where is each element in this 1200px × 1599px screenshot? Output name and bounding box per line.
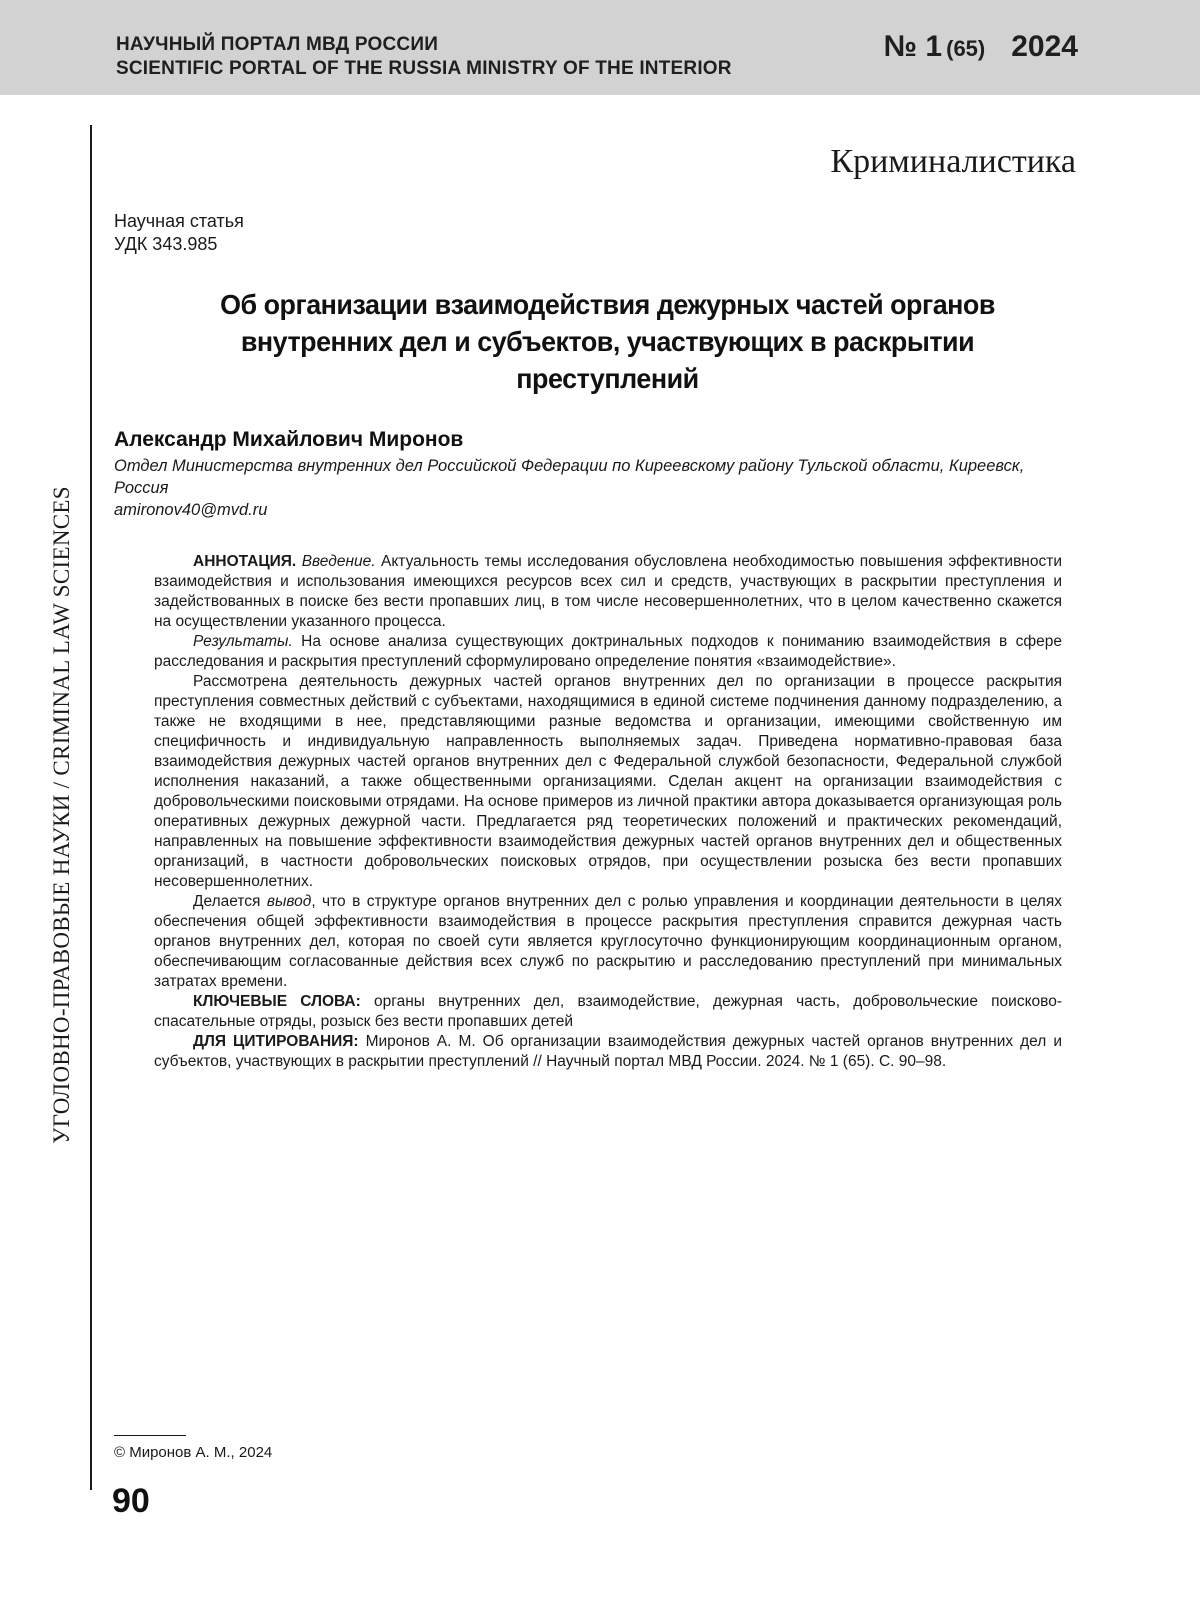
abstract-label: АННОТАЦИЯ. [193,553,296,570]
citation-text: Миронов А. М. Об организации взаимодействия дежурных частей органов внутренних дел и субъектов, участвующих в раскрытии преступлений // Научный портал МВД России. 2024. № 1 (65). С. 90–98. [154,1033,1062,1070]
conclusion-pre: Делается [193,893,267,910]
abstract [154,552,1062,1072]
issue-total-number: (65) [946,36,985,61]
intro-text: Актуальность темы исследования обусловлена необходимостью повышения эффективности взаимодействия и использования имеющихся ресурсов всех сил и средств, участвующих в раскрытии преступления и задействованных в поиске без вести пропавших лиц, в том числе несовершеннолетних, что в целом качественно скажется на осуществлении указанного процесса. [154,553,1062,630]
keywords-label: КЛЮЧЕВЫЕ СЛОВА: [193,993,361,1010]
abstract-body: Рассмотрена деятельность дежурных частей органов внутренних дел по организации в процессе раскрытия преступления совместных действий с субъектами, находящимися в единой системе подчинения данному подразделению, а также не входящими в нее, представляющими разные ведомства и организации, имеющими свойственную им специфичность и индивидуальную направленность выполняемых задач. Приведена нормативно-правовая база взаимодействия дежурных частей органов внутренних дел с Федеральной службой безопасности, Федеральной службой исполнения наказаний, а также общественными организациями. Сделан акцент на организации взаимодействия с добровольческими поисковыми отрядами. На основе примеров из личной практики автора доказывается организующая роль оперативных дежурных дежурной части. Предлагается ряд теоретических положений и практических рекомендаций, направленных на повышение эффективности взаимодействия дежурных частей органов внутренних дел и общественных организаций, в частности добровольческих поисковых отрядов, при осуществлении розыска без вести пропавших несовершеннолетних. [154,672,1062,892]
issue-number: № 1 [884,30,942,63]
conclusion-label: вывод [267,893,311,910]
author-details [114,455,1074,521]
article-meta [114,210,244,256]
copyright: © Миронов А. М., 2024 [114,1444,272,1461]
issue-year: 2024 [1011,30,1078,63]
abstract-conclusion [154,892,1062,992]
citation [154,1032,1062,1072]
citation-label: ДЛЯ ЦИТИРОВАНИЯ: [193,1033,359,1050]
results-label: Результаты. [193,633,293,650]
abstract-results [154,632,1062,672]
vertical-divider [90,125,92,1490]
keywords [154,992,1062,1032]
author-affiliation: Отдел Министерства внутренних дел Российской Федерации по Киреевскому району Тульской области, Киреевск, Россия [114,455,1074,499]
author-name: Александр Михайлович Миронов [114,428,463,452]
page-number: 90 [112,1482,150,1521]
author-email[interactable]: amironov40@mvd.ru [114,499,1074,521]
results-text: На основе анализа существующих доктринальных подходов к пониманию взаимодействия в сфере расследования и раскрытия преступлений сформулировано определение понятия «взаимодействие». [154,633,1062,670]
intro-label: Введение. [302,553,376,570]
article-title: Об организации взаимодействия дежурных частей органов внутренних дел и субъектов, участвующих в раскрытии преступлений [216,286,998,397]
rubric-vertical-label: УГОЛОВНО-ПРАВОВЫЕ НАУКИ / CRIMINAL LAW SCIENCES [49,486,75,1144]
abstract-intro [154,552,1062,632]
article-type: Научная статья [114,210,244,233]
journal-title-en: SCIENTIFIC PORTAL OF THE RUSSIA MINISTRY OF THE INTERIOR [116,58,732,80]
journal-title-ru: НАУЧНЫЙ ПОРТАЛ МВД РОССИИ [116,34,438,56]
section-title: Криминалистика [830,143,1076,181]
conclusion-text: , что в структуре органов внутренних дел с ролью управления и координации деятельности в целях обеспечения общей эффективности взаимодействия в процессе раскрытия преступления справится дежурная часть органов внутренних дел, которая по своей сути является круглосуточно функционирующим координационным органом, обеспечивающим согласованные действия всех служб по раскрытию и расследованию преступлений при минимальных затратах времени. [154,893,1062,990]
keywords-text: органы внутренних дел, взаимодействие, дежурная часть, добровольческие поисково-спасательные отряды, розыск без вести пропавших детей [154,993,1062,1030]
udc-code: УДК 343.985 [114,233,244,256]
journal-header [0,0,1200,95]
issue-info [884,30,1078,64]
footnote-divider [114,1435,186,1436]
